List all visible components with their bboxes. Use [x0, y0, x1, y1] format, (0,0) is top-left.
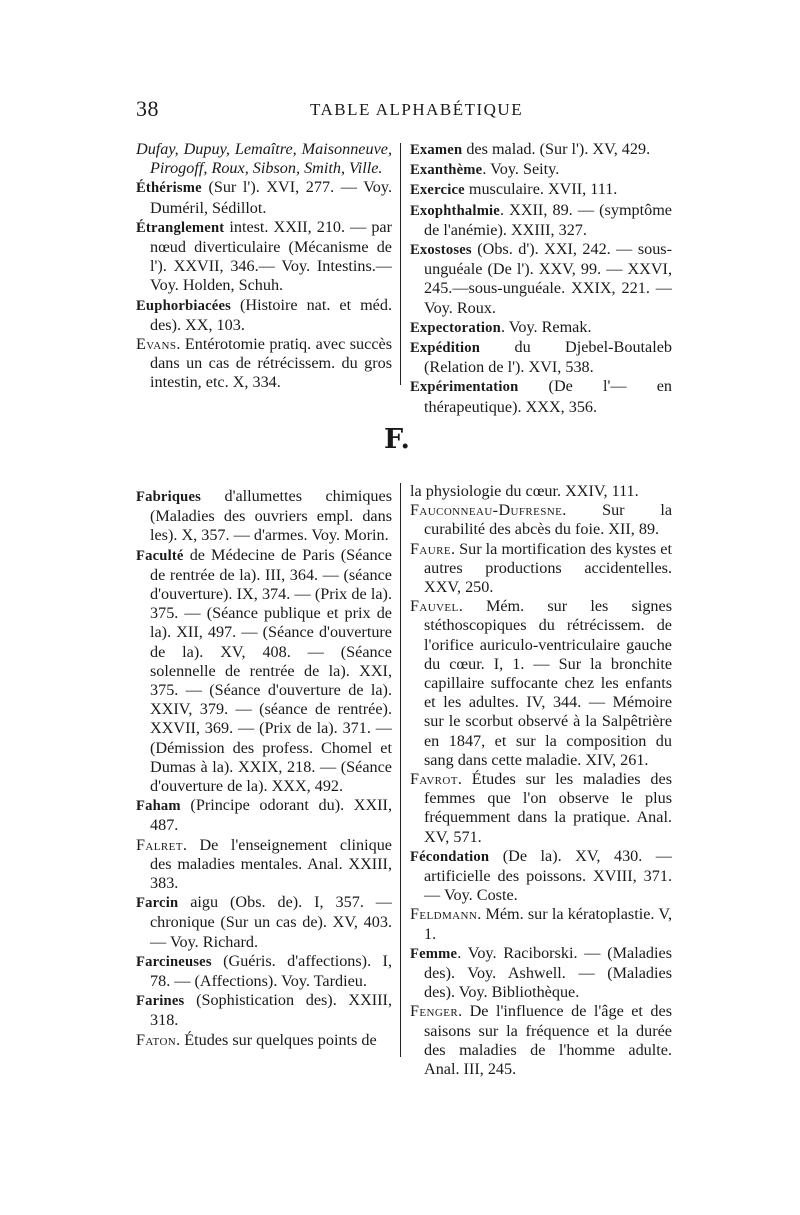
entry-text: Dufay, Dupuy, Lemaître, Maisonneuve, Pirogoff, Roux, Sibson, Smith, Ville. [136, 140, 392, 178]
entry-headword: Faculté [136, 547, 184, 564]
entry-text: . Études sur quelques points de [176, 1030, 377, 1049]
column-bottom-right [410, 482, 672, 1079]
entry-headword: Evans [136, 335, 177, 354]
entry-text: . De l'influence de l'âge et des saisons sur la fréquence et la durée des maladies de l'homme adulte. Anal. III, 245. [424, 1002, 672, 1079]
index-entry [136, 796, 392, 835]
index-entry [136, 487, 392, 546]
entry-text: intest. XXII, 210. — par nœud diverticulaire (Mécanisme de l'). XXVII, 346.— Voy. Intestins.— Voy. Holden, Schuh. [150, 217, 392, 295]
entry-headword: Farines [136, 993, 185, 1010]
index-entry [410, 240, 672, 318]
page-number: 38 [136, 96, 159, 121]
index-entry [136, 952, 392, 991]
entry-headword: Fenger [410, 1002, 459, 1021]
entry-text: . Mém. sur les signes stéthoscopiques du rétrécissem. de l'orifice auriculo-ventriculaire gauche du cœur. I, 1. — Sur la bronchite capillaire suffocante chez les enfants et les adultes. IV, 344. — Mémoire sur le scorbut observé à la Salpêtrière en 1847, et sur la composition du sang dans cette maladie. XIV, 261. [424, 597, 672, 769]
entry-headword: Exophthalmie [410, 202, 500, 219]
entry-text: . De l'enseignement clinique des maladies mentales. Anal. XXIII, 383. [150, 835, 392, 893]
index-entry [136, 140, 392, 178]
entry-headword: Fauvel [410, 597, 459, 616]
entry-text: musculaire. XVII, 111. [464, 180, 618, 199]
entry-text: du Djebel-Boutaleb (Relation de l'). XVI, 538. [424, 338, 672, 377]
entry-text: . Études sur les maladies des femmes que l'on observe le plus fréquemment dans la pratique. Anal. XV, 571. [424, 770, 672, 846]
index-entry [410, 180, 672, 200]
column-top-right [410, 140, 672, 417]
section-letter-heading: F. [384, 424, 410, 455]
entry-headword: Favrot [410, 770, 458, 789]
entry-headword: Exostoses [410, 242, 472, 259]
entry-headword: Feldmann [410, 905, 478, 924]
entry-headword: Fécondation [410, 848, 490, 865]
entry-headword: Expédition [410, 340, 481, 357]
index-entry [410, 482, 672, 501]
entry-headword: Étranglement [136, 219, 225, 236]
entry-text: aigu (Obs. de). I, 357. — chronique (Sur un cas de). XV, 403. — Voy. Richard. [150, 893, 392, 951]
entry-text: de Médecine de Paris (Séance de rentrée de la). III, 364. — (séance d'ouverture). IX, 374. — (Prix de la). 375. — (Séance publique et prix de la). XII, 497. — (Séance d'ouverture de la). XV, 408. — (Séance solennelle de rentrée de la). XXI, 375. — (Séance d'ouverture de la). XXIV, 379. — (séance de rentrée). XXVII, 369. — (Prix de la). 371. — (Démission des profess. Chomel et Dumas à la). XXIX, 218. — (Séance d'ouverture de la). XXX, 492. [150, 545, 392, 796]
entry-headword: Fauconneau-Dufresne [410, 501, 563, 520]
index-entry [410, 540, 672, 598]
entry-headword: Faton [136, 1030, 177, 1049]
index-entry [136, 296, 392, 335]
index-entry [136, 1031, 392, 1050]
entry-headword: Femme [410, 945, 458, 962]
index-entry [410, 944, 672, 1003]
index-entry [410, 847, 672, 906]
entry-headword: Fabriques [136, 489, 202, 505]
index-entry [136, 218, 392, 296]
index-entry [136, 178, 392, 217]
entry-text: . Voy. Raciborski. — (Maladies des). Voy. Ashwell. — (Maladies des). Voy. Bibliothèque. [424, 943, 672, 1002]
entry-headword: Exanthème [410, 162, 483, 179]
index-entry [136, 335, 392, 393]
column-divider [400, 483, 401, 1057]
column-bottom-left [136, 487, 392, 1050]
entry-text: . Voy. Remak. [500, 317, 592, 336]
entry-text: d'allumettes chimiques (Maladies des ouvriers empl. dans les). X, 357. — d'armes. Voy. Morin. [150, 487, 392, 545]
entry-text: (Guéris. d'affections). I, 78. — (Affections). Voy. Tardieu. [150, 951, 392, 991]
entry-headword: Éthérisme [136, 180, 202, 197]
entry-text: . Sur la curabilité des abcès du foie. XII, 89. [424, 501, 672, 539]
entry-text: . Mém. sur la kératoplastie. V, 1. [424, 905, 672, 943]
entry-headword: Euphorbiacées [136, 297, 232, 314]
index-entry [136, 836, 392, 894]
entry-text: (Histoire nat. et méd. des). XX, 103. [150, 295, 392, 334]
entry-text: . XXII, 89. — (symptôme de l'anémie). XXIII, 327. [424, 200, 672, 239]
entry-headword: Faure [410, 539, 451, 558]
entry-headword: Expectoration [410, 319, 501, 336]
index-entry [410, 318, 672, 338]
entry-text: . Voy. Seity. [482, 160, 560, 179]
index-entry [410, 140, 672, 160]
index-entry [410, 501, 672, 539]
entry-headword: Farcin [136, 895, 179, 912]
entry-headword: Expérimentation [410, 379, 519, 396]
entry-text: (Obs. d'). XXI, 242. — sous-unguéale (De l'). XXV, 99. — XXVI, 245.—sous-unguéale. XXIX, 221. — Voy. Roux. [424, 240, 672, 317]
entry-headword: Exercice [410, 182, 465, 199]
entry-headword: Farcineuses [136, 953, 212, 970]
entry-text: des malad. (Sur l'). XV, 429. [462, 140, 651, 158]
index-entry [410, 160, 672, 180]
index-entry [410, 770, 672, 847]
index-entry [136, 991, 392, 1030]
column-top-left [136, 140, 392, 393]
entry-text: la physiologie du cœur. XXIV, 111. [410, 482, 639, 500]
index-entry [136, 893, 392, 952]
index-entry [410, 905, 672, 943]
entry-text: (Sur l'). XVI, 277. — Voy. Duméril, Sédillot. [150, 178, 392, 217]
entry-text: . Sur la mortification des kystes et autres productions accidentelles. XXV, 250. [424, 539, 672, 597]
entry-text: (De l'— en thérapeutique). XXX, 356. [424, 377, 672, 416]
entry-text: (Sophistication des). XXIII, 318. [150, 991, 392, 1030]
column-divider [400, 143, 401, 385]
entry-text: (De la). XV, 430. — artificielle des poissons. XVIII, 371. — Voy. Coste. [424, 846, 672, 905]
entry-text: . Entérotomie pratiq. avec succès dans un cas de rétrécissem. du gros intestin, etc. X, 334. [150, 335, 392, 392]
entry-text: (Principe odorant du). XXII, 487. [150, 796, 392, 835]
index-entry [136, 546, 392, 797]
index-entry [410, 377, 672, 416]
entry-headword: Faham [136, 798, 181, 815]
running-title: TABLE ALPHABÉTIQUE [310, 100, 524, 119]
index-entry [410, 1002, 672, 1079]
entry-headword: Examen [410, 142, 463, 158]
entry-headword: Falret [136, 835, 183, 854]
index-entry [410, 338, 672, 377]
index-entry [410, 597, 672, 770]
index-entry [410, 201, 672, 240]
